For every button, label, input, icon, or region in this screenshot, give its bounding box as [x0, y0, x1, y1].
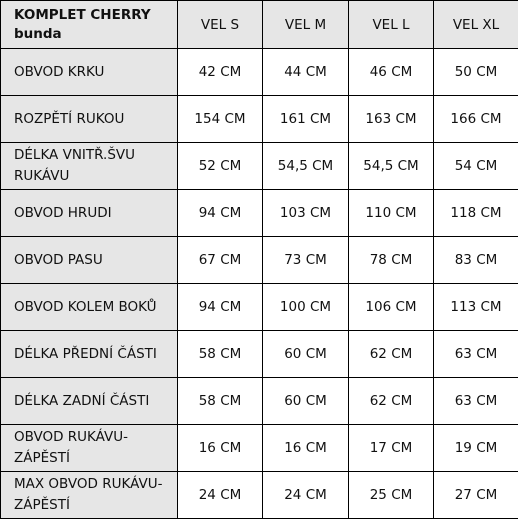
row-label: DÉLKA VNITŘ.ŠVU RUKÁVU	[1, 143, 178, 190]
table-row	[1, 472, 518, 519]
column-header-l: VEL L	[349, 1, 434, 49]
cell-value: 106 CM	[349, 284, 434, 331]
row-label: OBVOD HRUDI	[1, 190, 178, 237]
cell-value: 100 CM	[263, 284, 349, 331]
row-label: OBVOD RUKÁVU-ZÁPĚSTÍ	[1, 425, 178, 472]
cell-value: 113 CM	[434, 284, 518, 331]
cell-value: 19 CM	[434, 425, 518, 472]
cell-value: 24 CM	[263, 472, 349, 519]
cell-value: 54 CM	[434, 143, 518, 190]
cell-value: 62 CM	[349, 331, 434, 378]
table-row	[1, 143, 518, 190]
column-header-xl: VEL XL	[434, 1, 518, 49]
cell-value: 52 CM	[178, 143, 263, 190]
cell-value: 16 CM	[263, 425, 349, 472]
row-label: OBVOD KRKU	[1, 49, 178, 96]
cell-value: 94 CM	[178, 190, 263, 237]
row-label: OBVOD PASU	[1, 237, 178, 284]
cell-value: 78 CM	[349, 237, 434, 284]
cell-value: 27 CM	[434, 472, 518, 519]
cell-value: 58 CM	[178, 378, 263, 425]
cell-value: 73 CM	[263, 237, 349, 284]
table-subtitle: bunda	[14, 25, 62, 42]
cell-value: 46 CM	[349, 49, 434, 96]
cell-value: 25 CM	[349, 472, 434, 519]
cell-value: 44 CM	[263, 49, 349, 96]
cell-value: 161 CM	[263, 96, 349, 143]
cell-value: 63 CM	[434, 378, 518, 425]
table-row	[1, 96, 518, 143]
cell-value: 110 CM	[349, 190, 434, 237]
table-row	[1, 378, 518, 425]
cell-value: 63 CM	[434, 331, 518, 378]
cell-value: 83 CM	[434, 237, 518, 284]
column-header-s: VEL S	[178, 1, 263, 49]
table-title-cell	[1, 1, 178, 49]
table-title: KOMPLET CHERRY	[14, 6, 151, 23]
table-row	[1, 331, 518, 378]
cell-value: 103 CM	[263, 190, 349, 237]
row-label: OBVOD KOLEM BOKŮ	[1, 284, 178, 331]
row-label: MAX OBVOD RUKÁVU-ZÁPĚSTÍ	[1, 472, 178, 519]
table-row	[1, 190, 518, 237]
cell-value: 16 CM	[178, 425, 263, 472]
table-row	[1, 237, 518, 284]
table-row	[1, 49, 518, 96]
cell-value: 42 CM	[178, 49, 263, 96]
table-row	[1, 425, 518, 472]
row-label: ROZPĚTÍ RUKOU	[1, 96, 178, 143]
cell-value: 67 CM	[178, 237, 263, 284]
column-header-m: VEL M	[263, 1, 349, 49]
cell-value: 58 CM	[178, 331, 263, 378]
cell-value: 54,5 CM	[349, 143, 434, 190]
cell-value: 50 CM	[434, 49, 518, 96]
cell-value: 54,5 CM	[263, 143, 349, 190]
cell-value: 94 CM	[178, 284, 263, 331]
cell-value: 17 CM	[349, 425, 434, 472]
cell-value: 24 CM	[178, 472, 263, 519]
row-label: DÉLKA ZADNÍ ČÁSTI	[1, 378, 178, 425]
cell-value: 154 CM	[178, 96, 263, 143]
row-label: DÉLKA PŘEDNÍ ČÁSTI	[1, 331, 178, 378]
cell-value: 118 CM	[434, 190, 518, 237]
cell-value: 62 CM	[349, 378, 434, 425]
cell-value: 166 CM	[434, 96, 518, 143]
cell-value: 163 CM	[349, 96, 434, 143]
cell-value: 60 CM	[263, 331, 349, 378]
header-row	[1, 1, 518, 49]
cell-value: 60 CM	[263, 378, 349, 425]
table-row	[1, 284, 518, 331]
